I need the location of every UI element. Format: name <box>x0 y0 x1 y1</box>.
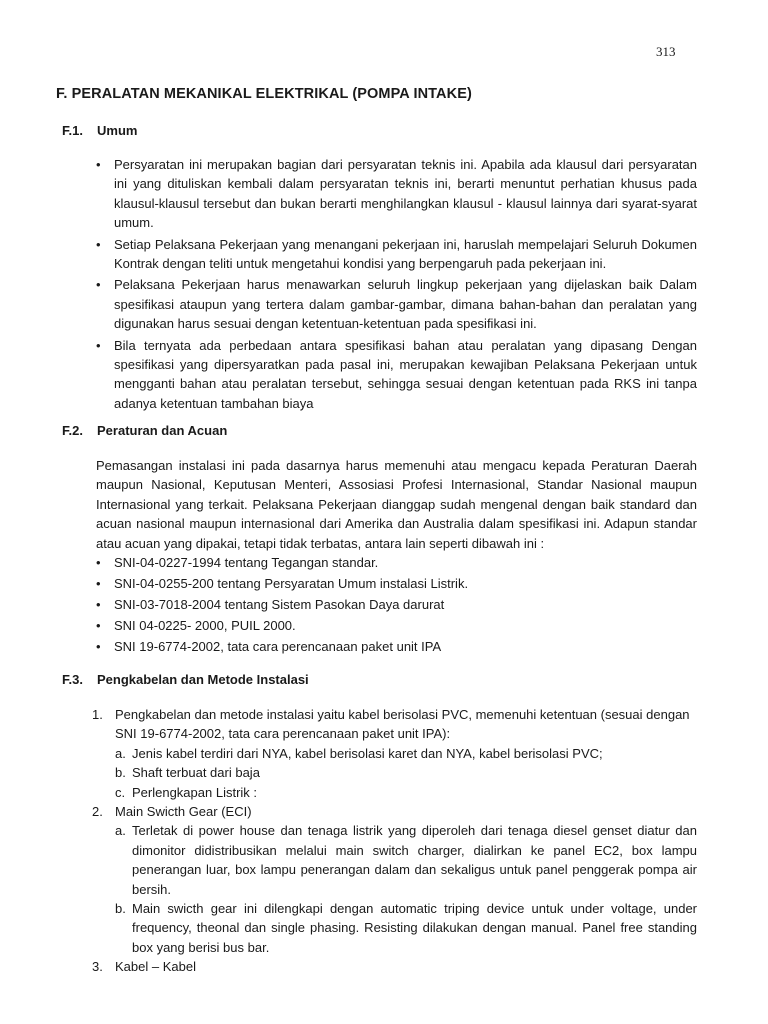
sub-list <box>115 744 697 802</box>
standard-item: • SNI 04-0225- 2000, PUIL 2000. <box>96 615 697 636</box>
sub-text: Main swicth gear ini dilengkapi dengan automatic triping device untuk under voltage, under frequency, theonal dan single phasing. Resisting dilakukan dengan manual. Panel free standing box yang berisi bus bar. <box>132 901 697 955</box>
item-number: 2. <box>92 804 103 820</box>
standard-item: • SNI-04-0227-1994 tentang Tegangan standar. <box>96 552 697 573</box>
cabling-numbered-list <box>92 705 697 977</box>
section-number: F.2. <box>62 423 83 438</box>
sub-list <box>115 821 697 957</box>
sub-letter: a. <box>115 745 126 761</box>
sub-letter: a. <box>115 823 126 839</box>
section-heading-f2 <box>62 423 227 438</box>
sub-text: Perlengkapan Listrik : <box>132 784 258 800</box>
item-text: Pengkabelan dan metode instalasi yaitu kabel berisolasi PVC, memenuhi ketentuan (sesuai dengan SNI 19-6774-2002, tata cara perencanaan paket unit IPA): <box>115 707 690 742</box>
section-title: Peraturan dan Acuan <box>97 423 228 438</box>
sub-text: Jenis kabel terdiri dari NYA, kabel berisolasi karet dan NYA, kabel berisolasi PVC; <box>132 745 603 761</box>
item-number: 1. <box>92 707 103 722</box>
item-text: Kabel – Kabel <box>115 959 196 975</box>
sub-item <box>115 763 697 782</box>
page-number: 313 <box>656 44 676 59</box>
standard-item: • SNI-03-7018-2004 tentang Sistem Pasokan Daya darurat <box>96 594 697 615</box>
standard-item: • SNI 19-6774-2002, tata cara perencanaan paket unit IPA <box>96 636 697 657</box>
standard-item: • SNI-04-0255-200 tentang Persyaratan Umum instalasi Listrik. <box>96 573 697 594</box>
sub-text: Terletak di power house dan tenaga listrik yang diperoleh dari tenaga diesel genset diatur dan dimonitor didistribusikan melalui main switch charger, dialirkan ke panel EC2, box lampu penerangan luar, box lampu penerangan dalam dan sekaligus untuk panel penggerak pompa air bersih. <box>132 823 697 897</box>
numbered-item <box>92 957 697 976</box>
sub-letter: b. <box>115 901 126 917</box>
section-heading-f3 <box>62 672 309 687</box>
section-number: F.3. <box>62 672 83 687</box>
item-text: Main Swicth Gear (ECI) <box>115 804 252 820</box>
sub-item <box>115 783 697 802</box>
sub-letter: b. <box>115 765 126 781</box>
section-heading-f1 <box>62 123 137 138</box>
bullet-item: • Persyaratan ini merupakan bagian dari persyaratan teknis ini. Apabila ada klausul dari persyaratan ini yang dituliskan kembali dalam persyaratan teknis ini, berarti menuntut perhatian khusus pada klausul-klausul tersebut dan bukan berarti menghilangkan klausul - klausul lainnya dari syarat-syarat umum. <box>96 155 697 233</box>
sub-item <box>115 899 697 957</box>
sub-item <box>115 821 697 899</box>
sub-letter: c. <box>115 784 126 800</box>
bullet-item: • Setiap Pelaksana Pekerjaan yang menangani pekerjaan ini, haruslah mempelajari Seluruh Dokumen Kontrak dengan teliti untuk mengetahui kondisi yang berpengaruh pada pekerjaan ini. <box>96 235 697 274</box>
section-title: Umum <box>97 123 138 138</box>
section-number: F.1. <box>62 123 83 138</box>
standards-bullet-list <box>96 552 697 657</box>
numbered-item <box>92 802 697 957</box>
general-bullet-list <box>96 155 697 415</box>
sub-item <box>115 744 697 763</box>
regulations-paragraph: Pemasangan instalasi ini pada dasarnya harus memenuhi atau mengacu kepada Peraturan Daerah maupun Nasional, Keputusan Menteri, Assosiasi Profesi Internasional, Standar Nasional maupun Internasional yang terkait. Pelaksana Pekerjaan dianggap sudah mengenal dengan baik standard dan acuan nasional maupun internasional dari Amerika dan Australia dalam spesifikasi ini. Adapun standar atau acuan yang dipakai, tetapi tidak terbatas, antara lain seperti dibawah ini : <box>96 458 697 551</box>
item-number: 3. <box>92 959 103 975</box>
numbered-item <box>92 705 697 802</box>
bullet-item: • Bila ternyata ada perbedaan antara spesifikasi bahan atau peralatan yang dipasang Dengan spesifikasi yang dipersyaratkan pada pasal ini, merupakan kewajiban Pelaksana Pekerjaan untuk mengganti bahan atau peralatan tersebut, sehingga sesuai dengan ketentuan pada RKS ini tanpa adanya ketentuan tambahan biaya <box>96 336 697 414</box>
document-title: F. PERALATAN MEKANIKAL ELEKTRIKAL (POMPA INTAKE) <box>56 86 472 102</box>
section-title: Pengkabelan dan Metode Instalasi <box>97 672 309 687</box>
bullet-item: • Pelaksana Pekerjaan harus menawarkan seluruh lingkup pekerjaan yang dijelaskan baik Dalam spesifikasi ataupun yang tertera dalam gambar-gambar, dimana bahan-bahan dan peralatan yang digunakan harus sesuai dengan ketentuan-ketentuan pada spesifikasi ini. <box>96 275 697 333</box>
sub-text: Shaft terbuat dari baja <box>132 765 260 781</box>
